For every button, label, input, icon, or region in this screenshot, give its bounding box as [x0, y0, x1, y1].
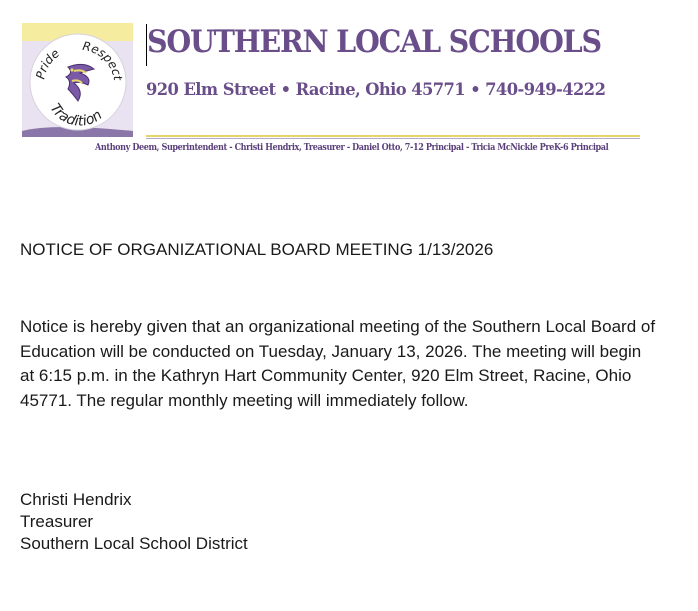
logo-word-respect: Respect [81, 38, 125, 82]
header-divider-gold [146, 135, 640, 137]
logo-word-tradition: Tradition [46, 100, 106, 130]
school-address: 920 Elm Street • Racine, Ohio 45771 • 740-949-4222 [146, 80, 606, 100]
logo-graphic [22, 23, 133, 137]
staff-line: Anthony Deem, Superintendent - Christi Hendrix, Treasurer - Daniel Otto, 7-12 Principal - Tricia McNickle PreK-6 Principal [95, 143, 609, 153]
school-logo [22, 23, 133, 137]
header-divider-purple [146, 138, 640, 139]
signature-name: Christi Hendrix [20, 490, 132, 509]
signature-block [20, 489, 248, 555]
school-name: SOUTHERN LOCAL SCHOOLS [147, 24, 601, 60]
signature-title: Treasurer [20, 512, 94, 531]
signature-organization: Southern Local School District [20, 534, 248, 553]
notice-body: Notice is hereby given that an organizational meeting of the Southern Local Board of Education will be conducted on Tuesday, January 13, 2026. The meeting will begin at 6:15 p.m. in the Kathryn Hart Community Center, 920 Elm Street, Racine, Ohio 45771. The regular monthly meeting will immediately follow. [20, 317, 656, 410]
logo-word-pride: Pride [33, 46, 62, 81]
notice-title: NOTICE OF ORGANIZATIONAL BOARD MEETING 1/13/2026 [20, 240, 494, 259]
